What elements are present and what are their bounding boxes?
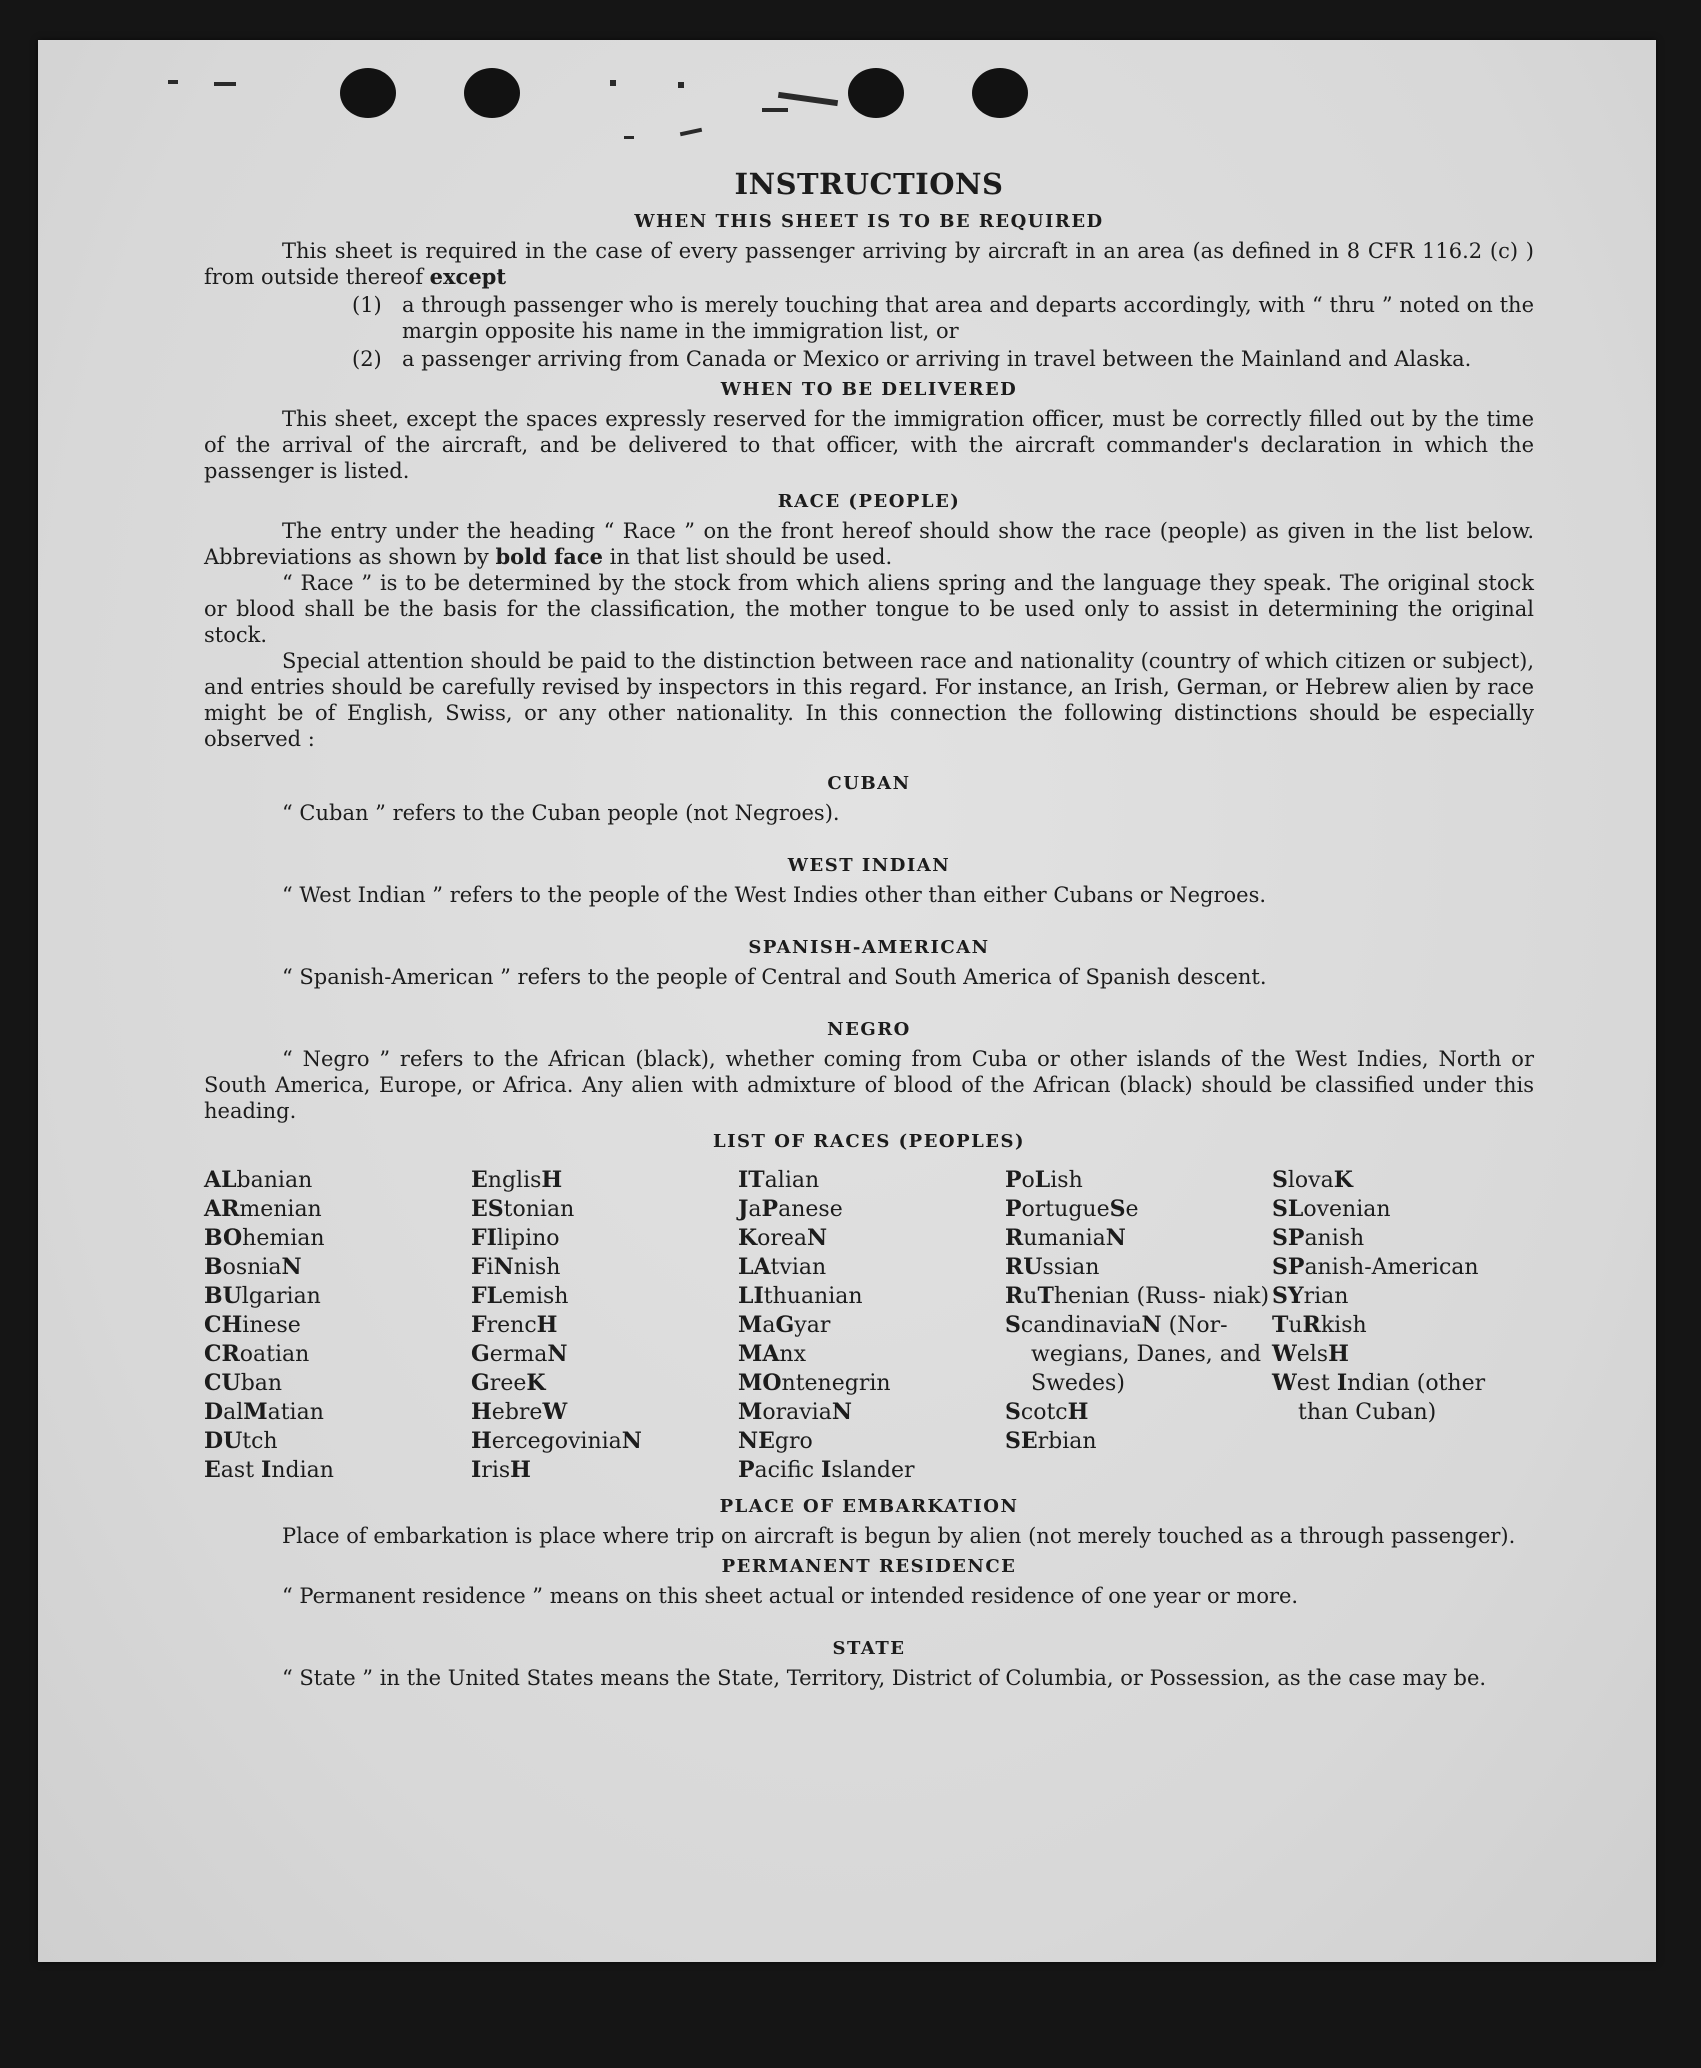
- race-abbrev: CH: [204, 1312, 243, 1338]
- race-abbrev: SY: [1272, 1283, 1304, 1309]
- race-abbrev: E: [471, 1167, 488, 1193]
- race-abbrev: CR: [204, 1341, 240, 1367]
- race-text: ebre: [491, 1400, 543, 1425]
- race-entry: [1272, 1195, 1502, 1224]
- race-entry: [1272, 1224, 1502, 1253]
- race-entry: [471, 1224, 738, 1253]
- scan-mark: [680, 128, 702, 136]
- race-text: ovenian: [1303, 1197, 1391, 1222]
- race-text: tvian: [770, 1255, 827, 1280]
- race-text: thuanian: [763, 1284, 863, 1309]
- race-abbrev: BU: [204, 1283, 242, 1309]
- race-entry: [204, 1340, 471, 1369]
- section-heading: SPANISH-AMERICAN: [748, 937, 990, 958]
- race-text: ortugue: [1021, 1197, 1110, 1222]
- race-text: tonian: [503, 1197, 575, 1222]
- race-abbrev: ES: [471, 1196, 504, 1222]
- race-abbrev: AR: [204, 1196, 240, 1222]
- race-abbrev: G: [471, 1341, 490, 1367]
- race-text: banian: [236, 1168, 313, 1193]
- race-abbrev: R: [1302, 1312, 1321, 1338]
- race-abbrev: E: [204, 1457, 221, 1483]
- race-text: ish: [1050, 1168, 1083, 1193]
- race-text: ssian: [1042, 1255, 1100, 1280]
- race-abbrev: B: [204, 1254, 223, 1280]
- race-text: u: [1023, 1284, 1038, 1309]
- race-text: inese: [242, 1313, 301, 1338]
- race-abbrev: N: [621, 1428, 642, 1454]
- scan-mark: [778, 92, 838, 106]
- race-abbrev: H: [471, 1399, 492, 1425]
- race-entry: [204, 1253, 471, 1282]
- race-text: slander: [831, 1458, 915, 1483]
- race-abbrev: W: [1272, 1370, 1297, 1396]
- scan-mark: [762, 108, 788, 112]
- race-abbrev: P: [738, 1457, 755, 1483]
- race-abbrev: S: [1272, 1167, 1288, 1193]
- race-abbrev: LI: [738, 1283, 764, 1309]
- race-column: [204, 1166, 471, 1485]
- section-heading: PERMANENT RESIDENCE: [721, 1556, 1017, 1577]
- race-entry: [1005, 1195, 1272, 1224]
- race-abbrev: FL: [471, 1283, 503, 1309]
- race-abbrev: P: [761, 1196, 779, 1222]
- race-abbrev: P: [1005, 1167, 1022, 1193]
- race-text: ban: [240, 1371, 283, 1396]
- race-abbrev: S: [1005, 1312, 1021, 1338]
- race-entry: [1272, 1369, 1502, 1427]
- paragraph: [204, 238, 1534, 290]
- race-text: els: [1296, 1342, 1329, 1367]
- race-text: umania: [1023, 1226, 1106, 1251]
- race-text: nx: [779, 1342, 806, 1367]
- race-abbrev: I: [261, 1457, 272, 1483]
- race-abbrev: N: [281, 1254, 302, 1280]
- section-heading: NEGRO: [827, 1019, 911, 1040]
- race-text: ris: [481, 1458, 511, 1483]
- paragraph: This sheet, except the spaces expressly reserved for the immigration officer, must be correctly filled out by the time of the arrival of the aircraft, and be delivered to that officer, with the aircraft commander's declaration in which the passenger is listed.: [204, 407, 1534, 483]
- race-abbrev: M: [738, 1399, 763, 1425]
- race-abbrev: R: [1005, 1283, 1024, 1309]
- race-entry: [471, 1166, 738, 1195]
- race-text: ndian (other than Cuban): [1298, 1371, 1486, 1425]
- race-text: orea: [757, 1226, 808, 1251]
- race-abbrev: S: [1109, 1196, 1126, 1222]
- race-text: candinavia: [1020, 1313, 1142, 1338]
- section-heading: PLACE OF EMBARKATION: [719, 1496, 1019, 1517]
- race-text: anish: [1304, 1226, 1365, 1251]
- race-column: [738, 1166, 1005, 1485]
- race-abbrev: BO: [204, 1225, 243, 1251]
- paragraph: [204, 518, 1534, 570]
- race-text: emish: [502, 1284, 569, 1309]
- race-abbrev: N: [493, 1254, 514, 1280]
- race-entry: [204, 1224, 471, 1253]
- race-abbrev: RU: [1005, 1254, 1043, 1280]
- race-text: oravia: [762, 1400, 832, 1425]
- paragraph-text: in that list should be used.: [609, 545, 893, 569]
- race-text: ree: [489, 1371, 527, 1396]
- race-text: kish: [1320, 1313, 1367, 1338]
- race-entry: [204, 1311, 471, 1340]
- race-abbrev: G: [471, 1370, 490, 1396]
- item-text: a passenger arriving from Canada or Mexico or arriving in travel between the Mainland and Alaska.: [402, 347, 1472, 371]
- race-abbrev: H: [471, 1428, 492, 1454]
- race-column: [471, 1166, 738, 1485]
- race-entry: [738, 1398, 1005, 1427]
- paragraph: “ Spanish-American ” refers to the people of Central and South America of Spanish descent.: [282, 965, 1267, 989]
- race-abbrev: N: [807, 1225, 828, 1251]
- race-abbrev: M: [738, 1312, 763, 1338]
- race-text: nish: [513, 1255, 561, 1280]
- race-text: o: [1021, 1168, 1035, 1193]
- race-entry: [471, 1282, 738, 1311]
- race-abbrev: M: [243, 1399, 268, 1425]
- race-text: osnia: [222, 1255, 282, 1280]
- race-abbrev: MA: [738, 1341, 780, 1367]
- race-list: [204, 1166, 1534, 1485]
- race-abbrev: MO: [738, 1370, 782, 1396]
- race-entry: [738, 1195, 1005, 1224]
- race-entry: [1005, 1166, 1272, 1195]
- race-abbrev: N: [1141, 1312, 1162, 1338]
- bold-text: bold face: [495, 544, 603, 569]
- list-item: [352, 346, 1534, 372]
- race-abbrev: LA: [738, 1254, 771, 1280]
- race-entry: [471, 1369, 738, 1398]
- race-abbrev: W: [542, 1399, 568, 1425]
- race-abbrev: N: [547, 1341, 568, 1367]
- race-entry: [1272, 1311, 1502, 1340]
- race-entry: [204, 1195, 471, 1224]
- race-entry: [1005, 1398, 1272, 1427]
- paragraph: “ Cuban ” refers to the Cuban people (not Negroes).: [282, 801, 840, 825]
- race-text: alian: [764, 1168, 820, 1193]
- race-text: menian: [239, 1197, 322, 1222]
- race-abbrev: F: [471, 1312, 487, 1338]
- list-item: [352, 292, 1534, 344]
- paragraph-text: The entry under the heading “ Race ” on the front hereof should show the race (people) as given in the list below. Abbreviations as shown by: [204, 519, 1534, 569]
- race-abbrev: P: [1005, 1196, 1022, 1222]
- page-title: INSTRUCTIONS: [734, 167, 1004, 201]
- race-abbrev: AL: [204, 1167, 237, 1193]
- race-abbrev: FI: [471, 1225, 497, 1251]
- race-entry: [738, 1369, 1005, 1398]
- race-text: u: [1288, 1313, 1303, 1338]
- race-entry: [738, 1427, 1005, 1456]
- race-text: a: [762, 1313, 776, 1338]
- race-text: anese: [778, 1197, 843, 1222]
- race-abbrev: T: [1272, 1312, 1289, 1338]
- race-abbrev: H: [541, 1167, 563, 1193]
- race-entry: [204, 1398, 471, 1427]
- race-abbrev: H: [510, 1457, 531, 1483]
- race-abbrev: W: [1272, 1341, 1297, 1367]
- race-column: [1272, 1166, 1502, 1485]
- race-abbrev: SL: [1272, 1196, 1304, 1222]
- paragraph: Special attention should be paid to the distinction between race and nationality (country of which citizen or subject), and entries should be carefully revised by inspectors in this regard. For instance, an Irish, German, or Hebrew alien by race might be of English, Swiss, or any other nationality. In this connection the following distinctions should be especially observed :: [204, 649, 1534, 751]
- race-abbrev: J: [738, 1196, 749, 1222]
- race-abbrev: I: [821, 1457, 832, 1483]
- race-entry: [738, 1340, 1005, 1369]
- race-entry: [738, 1253, 1005, 1282]
- race-entry: [471, 1427, 738, 1456]
- race-abbrev: G: [775, 1312, 795, 1338]
- section-heading: WEST INDIAN: [787, 855, 951, 876]
- scan-mark: [610, 80, 616, 86]
- race-entry: [738, 1224, 1005, 1253]
- race-text: erma: [489, 1342, 548, 1367]
- race-abbrev: SP: [1272, 1225, 1305, 1251]
- instructions-content: [204, 164, 1534, 1691]
- scan-mark: [678, 82, 684, 88]
- race-text: est: [1296, 1371, 1337, 1396]
- section-heading: STATE: [832, 1638, 906, 1659]
- race-abbrev: R: [1005, 1225, 1024, 1251]
- scan-mark: [168, 80, 178, 84]
- race-abbrev: I: [471, 1457, 482, 1483]
- race-entry: [1005, 1311, 1272, 1398]
- race-entry: [1272, 1282, 1502, 1311]
- race-abbrev: K: [1333, 1167, 1353, 1193]
- race-abbrev: SE: [1005, 1428, 1038, 1454]
- race-entry: [471, 1195, 738, 1224]
- race-text: lgarian: [241, 1284, 321, 1309]
- race-text: oatian: [239, 1342, 310, 1367]
- paragraph: “ Race ” is to be determined by the stock from which aliens spring and the language they speak. The original stock or blood shall be the basis for the classification, the mother tongue to be used only to assist in determining the original stock.: [204, 571, 1534, 647]
- paragraph: Place of embarkation is place where trip on aircraft is begun by alien (not merely touched as a through passenger).: [282, 1524, 1516, 1548]
- race-abbrev: K: [526, 1370, 546, 1396]
- race-text: rian: [1303, 1284, 1349, 1309]
- paragraph: “ Permanent residence ” means on this sheet actual or intended residence of one year or more.: [282, 1584, 1299, 1608]
- race-text: rbian: [1037, 1429, 1097, 1454]
- punch-hole: [972, 68, 1028, 118]
- race-text: nglis: [487, 1168, 542, 1193]
- race-text: ndian: [271, 1458, 334, 1483]
- race-entry: [1005, 1282, 1272, 1311]
- race-entry: [204, 1427, 471, 1456]
- race-entry: [1272, 1253, 1502, 1282]
- race-text: (Nor- wegians, Danes, and Swedes): [1031, 1313, 1262, 1396]
- race-entry: [471, 1340, 738, 1369]
- item-number: (1): [352, 293, 382, 317]
- section-heading: WHEN THIS SHEET IS TO BE REQUIRED: [634, 211, 1104, 232]
- race-abbrev: F: [471, 1254, 487, 1280]
- punch-hole: [340, 68, 396, 118]
- race-text: ercegovinia: [491, 1429, 622, 1454]
- race-text: yar: [794, 1313, 831, 1338]
- punch-hole: [848, 68, 904, 118]
- race-text: hemian: [242, 1226, 325, 1251]
- race-entry: [738, 1311, 1005, 1340]
- race-entry: [471, 1456, 738, 1485]
- race-abbrev: CU: [204, 1370, 241, 1396]
- race-entry: [204, 1166, 471, 1195]
- race-entry: [738, 1166, 1005, 1195]
- race-abbrev: L: [1034, 1167, 1051, 1193]
- section-heading: CUBAN: [827, 773, 911, 794]
- race-abbrev: SP: [1272, 1254, 1305, 1280]
- race-abbrev: T: [1037, 1283, 1054, 1309]
- race-text: ntenegrin: [781, 1371, 891, 1396]
- punch-hole: [464, 68, 520, 118]
- race-entry: [204, 1456, 471, 1485]
- race-text: lipino: [496, 1226, 560, 1251]
- paragraph: “ Negro ” refers to the African (black), whether coming from Cuba or other islands of the West Indies, North or South America, Europe, or Africa. Any alien with admixture of blood of the African (black) should be classified under this heading.: [204, 1047, 1534, 1123]
- race-abbrev: H: [1328, 1341, 1349, 1367]
- race-abbrev: N: [831, 1399, 852, 1425]
- bold-text: except: [429, 264, 507, 289]
- race-abbrev: H: [536, 1312, 558, 1338]
- race-abbrev: IT: [738, 1167, 765, 1193]
- race-entry: [471, 1398, 738, 1427]
- race-abbrev: S: [1005, 1399, 1021, 1425]
- race-entry: [738, 1282, 1005, 1311]
- race-entry: [1272, 1166, 1502, 1195]
- race-text: ast: [220, 1458, 262, 1483]
- race-text: henian (Russ- niak): [1053, 1284, 1270, 1309]
- race-entry: [1005, 1253, 1272, 1282]
- race-text: gro: [774, 1429, 813, 1454]
- race-text: i: [486, 1255, 494, 1280]
- race-text: anish-American: [1304, 1255, 1479, 1280]
- scan-mark: [214, 82, 236, 86]
- race-abbrev: NE: [738, 1428, 775, 1454]
- race-entry: [204, 1369, 471, 1398]
- paragraph: “ State ” in the United States means the State, Territory, District of Columbia, or Possession, as the case may be.: [282, 1666, 1487, 1690]
- paragraph-text: This sheet is required in the case of every passenger arriving by aircraft in an area (as defined in 8 CFR 116.2 (c) ) from outside thereof: [204, 239, 1534, 289]
- item-number: (2): [352, 347, 382, 371]
- race-entry: [471, 1253, 738, 1282]
- race-abbrev: K: [738, 1225, 758, 1251]
- race-column: [1005, 1166, 1272, 1485]
- scan-mark: [624, 136, 634, 139]
- race-text: renc: [486, 1313, 537, 1338]
- race-abbrev: N: [1105, 1225, 1126, 1251]
- section-heading: RACE (PEOPLE): [777, 491, 961, 512]
- race-entry: [1005, 1224, 1272, 1253]
- race-entry: [1005, 1427, 1272, 1456]
- race-text: e: [1125, 1197, 1139, 1222]
- race-entry: [1272, 1340, 1502, 1369]
- section-heading: LIST OF RACES (PEOPLES): [712, 1131, 1026, 1152]
- race-text: atian: [267, 1400, 324, 1425]
- item-text: a through passenger who is merely touching that area and departs accordingly, with “ thru ” noted on the margin opposite his name in the immigration list, or: [402, 293, 1534, 343]
- document-sheet: [38, 40, 1656, 1962]
- race-abbrev: D: [204, 1399, 224, 1425]
- race-text: al: [223, 1400, 244, 1425]
- race-text: acific: [754, 1458, 822, 1483]
- race-entry: [471, 1311, 738, 1340]
- section-heading: WHEN TO BE DELIVERED: [720, 379, 1018, 400]
- race-entry: [204, 1282, 471, 1311]
- race-abbrev: H: [1067, 1399, 1089, 1425]
- paragraph: “ West Indian ” refers to the people of the West Indies other than either Cubans or Negroes.: [282, 883, 1267, 907]
- race-abbrev: I: [1336, 1370, 1348, 1396]
- race-text: tch: [242, 1429, 278, 1454]
- race-entry: [738, 1456, 1005, 1485]
- race-abbrev: DU: [204, 1428, 243, 1454]
- race-text: lova: [1287, 1168, 1334, 1193]
- race-text: a: [748, 1197, 762, 1222]
- race-text: cotc: [1020, 1400, 1068, 1425]
